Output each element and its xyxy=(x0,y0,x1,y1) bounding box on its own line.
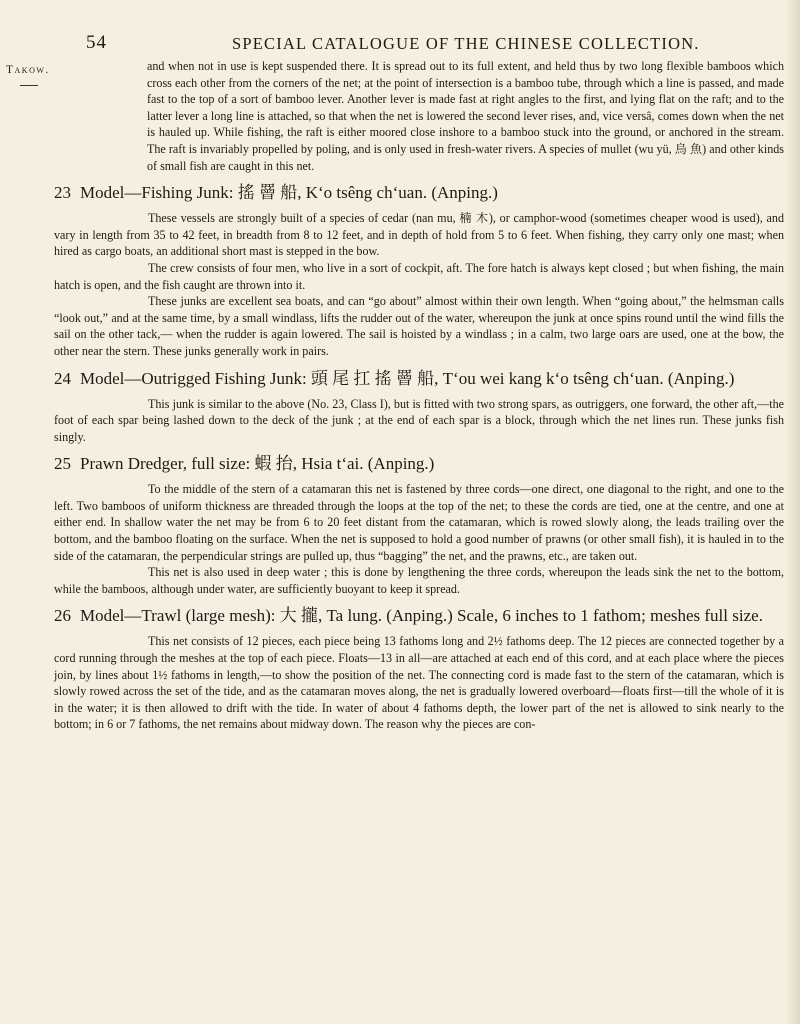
entry-heading xyxy=(54,181,784,205)
entry-title: Model—Fishing Junk: 搖 罾 船, K‘o tsêng ch‘uan. (Anping.) xyxy=(80,183,498,203)
entry-paragraph: This net is also used in deep water ; this is done by lengthening the three cords, whereupon the leads sink the net to the bottom, while the bamboos, although under water, are sufficiently buoyant to keep it spread. xyxy=(54,565,784,596)
entry-heading xyxy=(54,367,784,391)
entry-number: 26 xyxy=(54,606,71,626)
margin-location: Takow. xyxy=(6,64,50,76)
entry-number: 25 xyxy=(54,454,71,474)
entry-paragraph: The crew consists of four men, who live in a sort of cockpit, aft. The fore hatch is always kept closed ; but when fishing, the main hatch is open, and the fish caught are thrown into it. xyxy=(54,260,784,292)
entry-title: Prawn Dredger, full size: 蝦 抬, Hsia t‘ai. (Anping.) xyxy=(80,454,435,474)
entry-title: Model—Outrigged Fishing Junk: 頭 尾 扛 搖 罾 船, T‘ou wei kang k‘o tsêng ch‘uan. (Anping.) xyxy=(80,368,735,388)
entry-paragraph: This junk is similar to the above (No. 23, Class I), but is fitted with two strong spars, as outriggers, one forward, the other aft,—the foot of each spar being lashed down to the deck of the junk ; at the end of each spar is a block, through which the net lines run. These junks fish singly. xyxy=(54,396,784,444)
entry-paragraph: These vessels are strongly built of a species of cedar (nan mu, 楠 木), or camphor-wood (sometimes cheaper wood is used), and vary in length from 35 to 42 feet, in breadth from 8 to 12 feet, and in depth of hold from 5 to 6 feet. When fishing, they carry only one mast; when hired as cargo boats, an additional short mast is stepped in the bow. xyxy=(54,211,784,259)
entry-heading xyxy=(54,452,784,476)
page-edge-shadow xyxy=(786,0,800,1024)
margin-dash xyxy=(20,85,38,86)
entry-title: Model—Trawl (large mesh): 大 攏, Ta lung. (Anping.) Scale, 6 inches to 1 fathom; meshes full size. xyxy=(80,606,763,626)
entry-number: 24 xyxy=(54,368,71,388)
entry-paragraph: These junks are excellent sea boats, and can “go about” almost within their own length. When “going about,” the helmsman calls “look out,” and at the same time, by a small windlass, lifts the rudder out of the water, whereupon the junk at once spins round until the wind fills the sail on the other tack,— when the rudder is again lowered. The sail is hoisted by a windlass ; in a calm, two large oars are used, one at the bow, the other near the stern. These junks generally work in pairs. xyxy=(54,294,784,358)
entry-paragraph: This net consists of 12 pieces, each piece being 13 fathoms long and 2½ fathoms deep. The 12 pieces are connected together by a cord running through the meshes at the top of each piece. Floats—13 in all—are attached at each end of this cord, and at each place where the pieces join, by lines about 1½ fathoms in length,—to show the position of the net. The connecting cord is made fast to the stern of the catamaran, which is slowly rowed across the set of the tide, and as the catamaran moves along, the net is gradually lowered overboard—floats first—till the whole of it is in the water; it is then allowed to drift with the tide. In water of about 4 fathoms depth, the lower part of the net is allowed to sink nearly to the bottom; in 6 or 7 fathoms, the net remains about midway down. The reason why the pieces are con- xyxy=(54,634,784,732)
entry-number: 23 xyxy=(54,183,71,203)
page-number: 54 xyxy=(86,32,107,53)
intro-paragraph: and when not in use is kept suspended there. It is spread out to its full extent, and held thus by two long flexible bamboos which cross each other from the corners of the net; at the point of intersection is a bamboo tube, through which a line is passed, and made fast to the top of a sort of bamboo lever. Another lever is made fast at right angles to the first, and lying flat on the raft; and to the latter lever a long line is attached, so that when the net is lowered the second lever rises, and, vice versâ, comes down when the net is hauled up. While fishing, the raft is either moored close inshore to a bamboo stuck into the ground, or anchored in the stream. The raft is invariably propelled by poling, and is only used in fresh-water rivers. A species of mullet (wu yü, 烏 魚) and other kinds of small fish are caught in this net. xyxy=(147,59,784,173)
entry-heading xyxy=(54,604,784,628)
page-header xyxy=(0,32,800,56)
page-body xyxy=(54,58,784,733)
entry-paragraph: To the middle of the stern of a catamaran this net is fastened by three cords—one direct, one diagonal to the right, and one to the left. Two bamboos of uniform thickness are threaded through the loops at the top of the net; to these the cords are tied, one at the centre, and one at either end. In shallow water the net may be from 6 to 20 feet distant from the catamaran, which is rowed slowly along, the leads trailing over the bottom, and the bamboo floating on the surface. When the net is supposed to hold a good number of prawns (or other small fish), it is hauled in to the side of the catamaran, the perpendicular strings are pulled up, thus “bagging” the net, and the prawns, etc., are taken out. xyxy=(54,482,784,563)
running-title: SPECIAL CATALOGUE OF THE CHINESE COLLECTION. xyxy=(232,34,700,53)
